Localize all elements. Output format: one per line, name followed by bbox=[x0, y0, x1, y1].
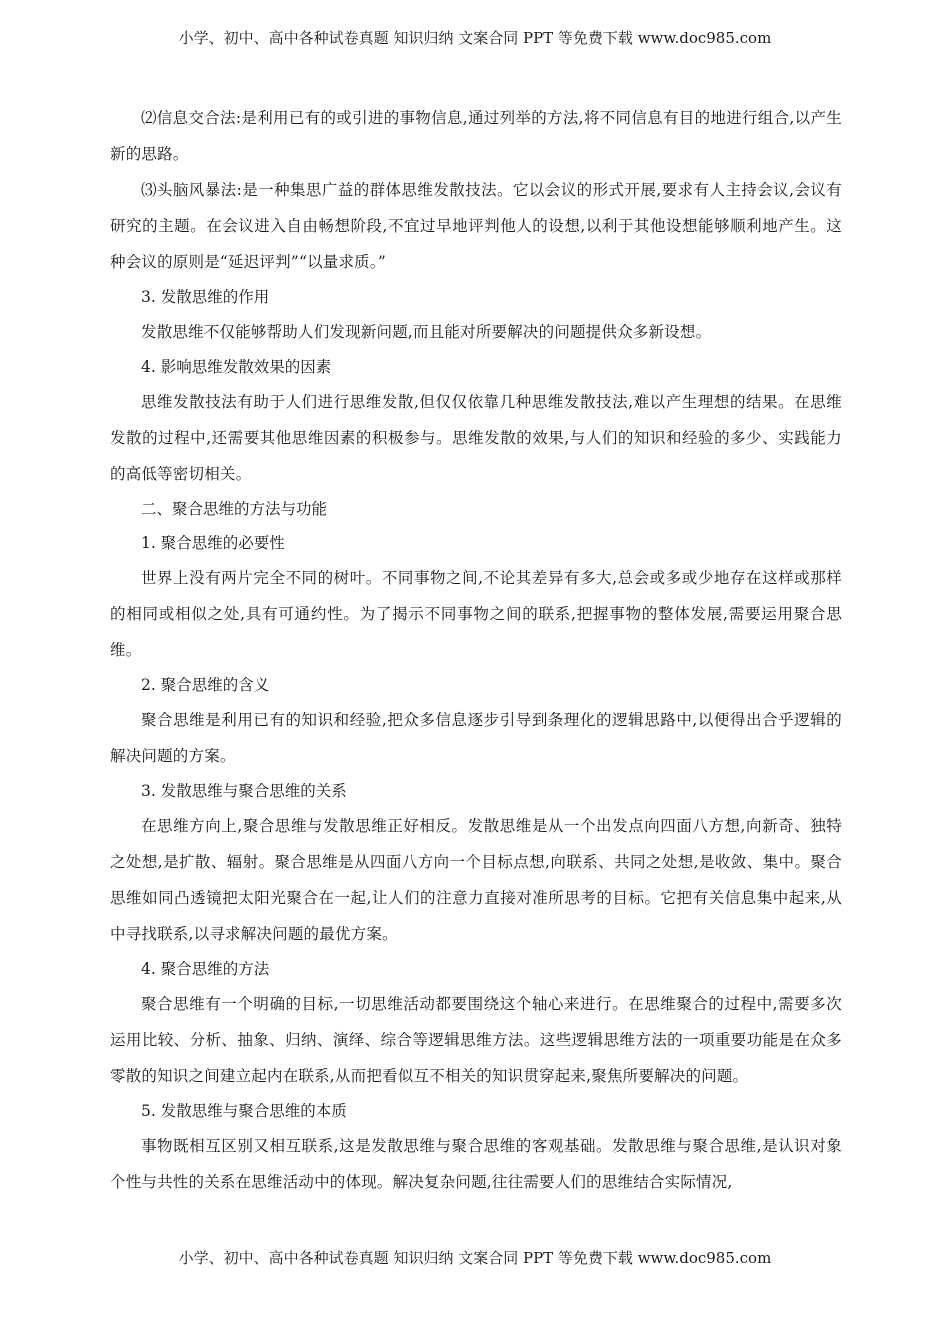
paragraph-divergent-factors: 思维发散技法有助于人们进行思维发散,但仅仅依靠几种思维发散技法,难以产生理想的结果。在思维发散的过程中,还需要其他思维因素的积极参与。思维发散的效果,与人们的知识和经验的多少、实践能力的高低等密切相关。 bbox=[110, 393, 842, 483]
document-body bbox=[110, 100, 842, 1200]
paragraph-relationship: 在思维方向上,聚合思维与发散思维正好相反。发散思维是从一个出发点向四面八方想,向新奇、独特之处想,是扩散、辐射。聚合思维是从四面八方向一个目标点想,向联系、共同之处想,是收敛、集中。聚合思维如同凸透镜把太阳光聚合在一起,让人们的注意力直接对准所思考的目标。它把有关信息集中起来,从中寻找联系,以寻求解决问题的最优方案。 bbox=[110, 817, 842, 943]
paragraph-convergent-necessity: 世界上没有两片完全不同的树叶。不同事物之间,不论其差异有多大,总会或多或少地存在这样或那样的相同或相似之处,具有可通约性。为了揭示不同事物之间的联系,把握事物的整体发展,需要运用聚合思维。 bbox=[110, 569, 842, 659]
paragraph-convergent-meaning: 聚合思维是利用已有的知识和经验,把众多信息逐步引导到条理化的逻辑思路中,以便得出合乎逻辑的解决问题的方案。 bbox=[110, 711, 842, 765]
heading-convergent-meaning: 2. 聚合思维的含义 bbox=[141, 676, 270, 694]
heading-relationship: 3. 发散思维与聚合思维的关系 bbox=[141, 782, 347, 800]
heading-essence: 5. 发散思维与聚合思维的本质 bbox=[141, 1102, 347, 1120]
heading-convergent-necessity: 1. 聚合思维的必要性 bbox=[141, 534, 285, 552]
paragraph-brainstorming-method: ⑶头脑风暴法:是一种集思广益的群体思维发散技法。它以会议的形式开展,要求有人主持会议,会议有研究的主题。在会议进入自由畅想阶段,不宜过早地评判他人的设想,以利于其他设想能够顺利地产生。这种会议的原则是“延迟评判”“以量求质。” bbox=[110, 181, 842, 271]
paragraph-convergent-methods: 聚合思维有一个明确的目标,一切思维活动都要围绕这个轴心来进行。在思维聚合的过程中,需要多次运用比较、分析、抽象、归纳、演绎、综合等逻辑思维方法。这些逻辑思维方法的一项重要功能是在众多零散的知识之间建立起内在联系,从而把看似互不相关的知识贯穿起来,聚焦所要解决的问题。 bbox=[110, 995, 842, 1085]
heading-section-convergent: 二、聚合思维的方法与功能 bbox=[141, 500, 328, 518]
heading-convergent-methods: 4. 聚合思维的方法 bbox=[141, 960, 270, 978]
paragraph-divergent-role: 发散思维不仅能够帮助人们发现新问题,而且能对所要解决的问题提供众多新设想。 bbox=[141, 323, 712, 341]
heading-divergent-factors: 4. 影响思维发散效果的因素 bbox=[141, 358, 332, 376]
paragraph-info-combination-method: ⑵信息交合法:是利用已有的或引进的事物信息,通过列举的方法,将不同信息有目的地进行组合,以产生新的思路。 bbox=[110, 109, 842, 163]
paragraph-essence: 事物既相互区别又相互联系,这是发散思维与聚合思维的客观基础。发散思维与聚合思维,是认识对象个性与共性的关系在思维活动中的体现。解决复杂问题,往往需要人们的思维结合实际情况, bbox=[110, 1137, 842, 1191]
header-banner: 小学、初中、高中各种试卷真题 知识归纳 文案合同 PPT 等免费下载 www.doc985.com bbox=[178, 29, 772, 47]
footer-banner: 小学、初中、高中各种试卷真题 知识归纳 文案合同 PPT 等免费下载 www.doc985.com bbox=[178, 1249, 772, 1267]
heading-divergent-role: 3. 发散思维的作用 bbox=[141, 288, 270, 306]
